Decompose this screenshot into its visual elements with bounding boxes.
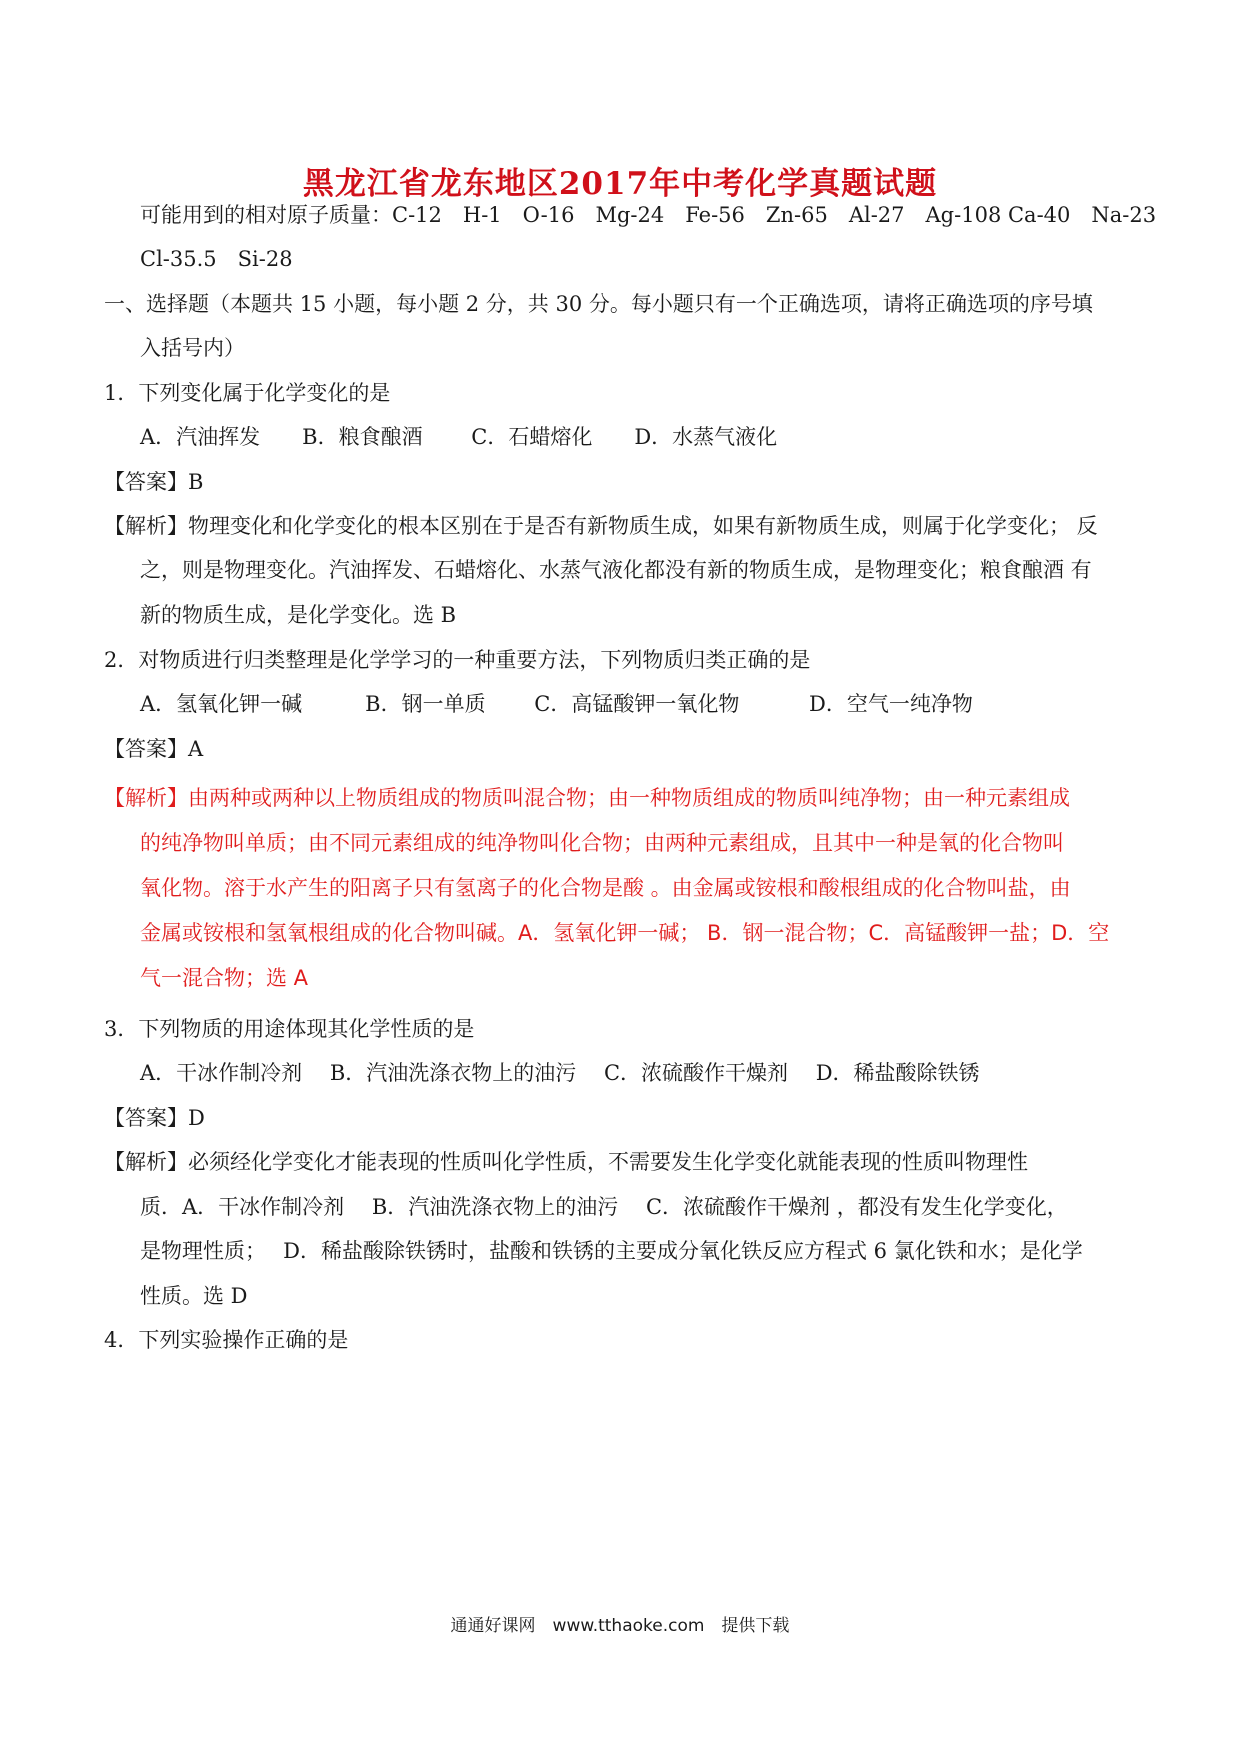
question-3-answer: 【答案】D — [104, 1106, 205, 1130]
atomic-masses-line-2: Cl-35.5 Si-28 — [140, 247, 293, 271]
page-footer: 通通好课网 www.tthaoke.com 提供下载 — [450, 1616, 790, 1636]
question-1-options: A．汽油挥发 B．粮食酿酒 C．石蜡熔化 D．水蒸气液化 — [140, 425, 778, 449]
section-heading-line-1: 一、选择题（本题共 15 小题，每小题 2 分，共 30 分。每小题只有一个正确选项，请将正确选项的序号填 — [104, 292, 1093, 316]
question-3-analysis-line-4: 性质。选 D — [140, 1284, 248, 1308]
question-3-analysis-line-2: 质．A．干冰作制冷剂 B．汽油洗涤衣物上的油污 C．浓硫酸作干燥剂 ，都没有发生化学变化， — [140, 1195, 1068, 1219]
question-2-answer: 【答案】A — [104, 737, 204, 761]
atomic-masses-line-1: 可能用到的相对原子质量：C-12 H-1 O-16 Mg-24 Fe-56 Zn-65 Al-27 Ag-108 Ca-40 Na-23 — [140, 203, 1157, 227]
question-2-options: A．氢氧化钾一碱 B．钢一单质 C．高锰酸钾一氧化物 D．空气一纯净物 — [140, 692, 973, 716]
question-1-stem: 1．下列变化属于化学变化的是 — [104, 381, 391, 405]
question-3-stem: 3．下列物质的用途体现其化学性质的是 — [104, 1017, 475, 1041]
question-1-answer: 【答案】B — [104, 470, 204, 494]
question-1-analysis-line-3: 新的物质生成，是化学变化。选 B — [140, 603, 457, 627]
question-2-analysis-line-1: 【解析】由两种或两种以上物质组成的物质叫混合物；由一种物质组成的物质叫纯净物；由一种元素组成 — [104, 786, 1070, 810]
question-3-options: A．干冰作制冷剂 B．汽油洗涤衣物上的油污 C．浓硫酸作干燥剂 D．稀盐酸除铁锈 — [140, 1061, 980, 1085]
question-3-analysis-line-1: 【解析】必须经化学变化才能表现的性质叫化学性质，不需要发生化学变化就能表现的性质叫物理性 — [104, 1150, 1028, 1174]
question-2-analysis-line-4: 金属或铵根和氢氧根组成的化合物叫碱。A．氢氧化钾一碱； B．钢一混合物；C．高锰酸钾一盐；D．空 — [140, 921, 1110, 945]
question-1-analysis-line-2: 之，则是物理变化。汽油挥发、石蜡熔化、水蒸气液化都没有新的物质生成，是物理变化；粮食酿酒 有 — [140, 558, 1092, 582]
question-3-analysis-line-3: 是物理性质； D．稀盐酸除铁锈时，盐酸和铁锈的主要成分氧化铁反应方程式 6 氯化铁和水；是化学 — [140, 1239, 1083, 1263]
question-2-analysis-line-2: 的纯净物叫单质；由不同元素组成的纯净物叫化合物；由两种元素组成，且其中一种是氧的化合物叫 — [140, 831, 1064, 855]
page-title: 黑龙江省龙东地区2017年中考化学真题试题 — [302, 166, 938, 202]
section-heading-line-2: 入括号内） — [140, 336, 245, 360]
question-4-stem: 4．下列实验操作正确的是 — [104, 1328, 349, 1352]
question-2-analysis-line-3: 氧化物。溶于水产生的阳离子只有氢离子的化合物是酸 。由金属或铵根和酸根组成的化合物叫盐，由 — [140, 876, 1071, 900]
question-2-analysis-line-5: 气一混合物；选 A — [140, 966, 309, 990]
question-1-analysis-line-1: 【解析】物理变化和化学变化的根本区别在于是否有新物质生成，如果有新物质生成，则属于化学变化； 反 — [104, 514, 1098, 538]
question-2-stem: 2．对物质进行归类整理是化学学习的一种重要方法，下列物质归类正确的是 — [104, 648, 811, 672]
